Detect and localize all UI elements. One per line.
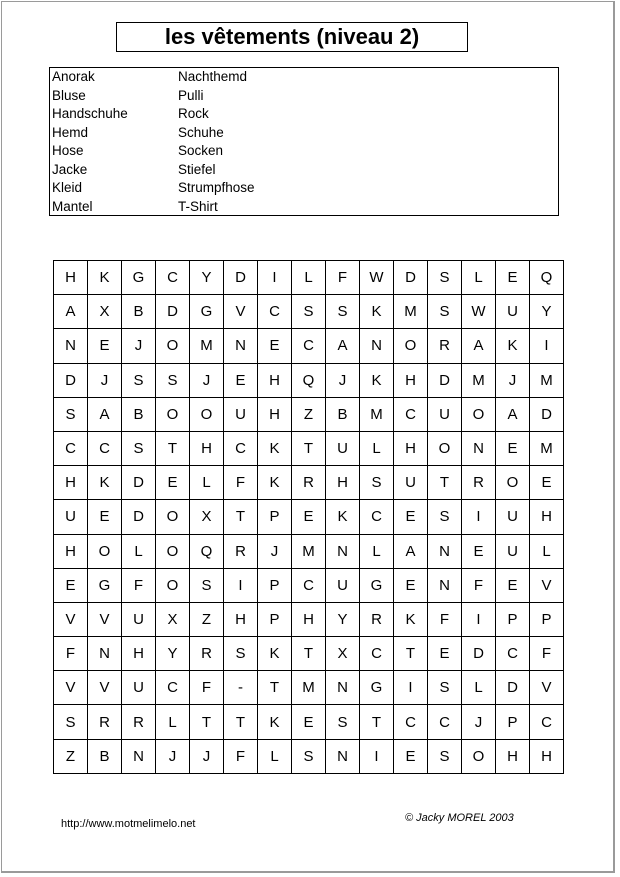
footer-copyright: © Jacky MOREL 2003 xyxy=(405,812,514,824)
grid-cell: V xyxy=(224,295,258,329)
grid-cell: T xyxy=(428,466,462,500)
grid-cell: J xyxy=(156,740,190,774)
grid-cell: R xyxy=(88,705,122,739)
grid-cell: W xyxy=(462,295,496,329)
grid-cell: K xyxy=(360,364,394,398)
grid-cell: F xyxy=(122,569,156,603)
grid-cell: E xyxy=(394,740,428,774)
grid-cell: T xyxy=(394,637,428,671)
grid-cell: G xyxy=(190,295,224,329)
grid-cell: E xyxy=(462,535,496,569)
grid-cell: C xyxy=(530,705,564,739)
grid-cell: K xyxy=(258,466,292,500)
grid-cell: N xyxy=(428,535,462,569)
word-list-item: Stiefel xyxy=(178,161,216,177)
grid-cell: O xyxy=(462,398,496,432)
grid-cell: E xyxy=(224,364,258,398)
grid-cell: S xyxy=(54,705,88,739)
grid-cell: M xyxy=(530,432,564,466)
grid-cell: H xyxy=(530,500,564,534)
grid-cell: N xyxy=(462,432,496,466)
grid-cell: T xyxy=(224,705,258,739)
grid-cell: T xyxy=(224,500,258,534)
grid-cell: L xyxy=(190,466,224,500)
grid-cell: S xyxy=(326,705,360,739)
grid-cell: J xyxy=(190,740,224,774)
grid-cell: C xyxy=(258,295,292,329)
grid-cell: T xyxy=(360,705,394,739)
grid-cell: B xyxy=(122,295,156,329)
grid-cell: J xyxy=(496,364,530,398)
grid-cell: K xyxy=(88,261,122,295)
grid-cell: - xyxy=(224,671,258,705)
grid-cell: E xyxy=(88,500,122,534)
grid-cell: J xyxy=(88,364,122,398)
grid-cell: X xyxy=(190,500,224,534)
grid-cell: T xyxy=(156,432,190,466)
grid-cell: R xyxy=(122,705,156,739)
grid-cell: V xyxy=(530,671,564,705)
word-list-item: Nachthemd xyxy=(178,69,248,84)
grid-cell: S xyxy=(428,740,462,774)
grid-cell: F xyxy=(326,261,360,295)
grid-cell: A xyxy=(54,295,88,329)
grid-cell: B xyxy=(122,398,156,432)
grid-cell: M xyxy=(190,329,224,363)
grid-cell: V xyxy=(530,569,564,603)
grid-cell: X xyxy=(326,637,360,671)
grid-cell: S xyxy=(122,432,156,466)
grid-cell: C xyxy=(394,705,428,739)
word-list-item: Kleid xyxy=(52,180,83,195)
grid-cell: D xyxy=(156,295,190,329)
grid-cell: N xyxy=(54,329,88,363)
grid-cell: G xyxy=(88,569,122,603)
grid-cell: P xyxy=(496,603,530,637)
grid-cell: R xyxy=(462,466,496,500)
grid-cell: I xyxy=(360,740,394,774)
grid-cell: R xyxy=(292,466,326,500)
grid-cell: V xyxy=(54,671,88,705)
grid-cell: M xyxy=(292,535,326,569)
grid-cell: E xyxy=(292,705,326,739)
grid-cell: K xyxy=(88,466,122,500)
grid-cell: D xyxy=(530,398,564,432)
grid-cell: S xyxy=(428,261,462,295)
grid-cell: M xyxy=(360,398,394,432)
grid-cell: N xyxy=(224,329,258,363)
grid-cell: G xyxy=(122,261,156,295)
grid-cell: Y xyxy=(326,603,360,637)
grid-cell: O xyxy=(156,535,190,569)
grid-cell: L xyxy=(462,671,496,705)
grid-cell: O xyxy=(88,535,122,569)
grid-cell: S xyxy=(122,364,156,398)
grid-cell: U xyxy=(122,671,156,705)
grid-cell: F xyxy=(530,637,564,671)
grid-cell: U xyxy=(224,398,258,432)
grid-cell: V xyxy=(88,671,122,705)
grid-cell: S xyxy=(156,364,190,398)
grid-cell: L xyxy=(360,432,394,466)
grid-cell: D xyxy=(428,364,462,398)
word-list xyxy=(49,67,559,216)
grid-cell: H xyxy=(326,466,360,500)
grid-cell: P xyxy=(258,500,292,534)
grid-cell: Z xyxy=(54,740,88,774)
grid-cell: K xyxy=(496,329,530,363)
grid-cell: M xyxy=(292,671,326,705)
word-list-item: Rock xyxy=(178,106,209,121)
word-list-item: Mantel xyxy=(52,198,93,214)
grid-cell: S xyxy=(224,637,258,671)
grid-cell: D xyxy=(462,637,496,671)
grid-cell: N xyxy=(326,671,360,705)
grid-cell: K xyxy=(360,295,394,329)
grid-cell: J xyxy=(122,329,156,363)
grid-cell: M xyxy=(530,364,564,398)
grid-cell: C xyxy=(360,637,394,671)
word-list-item: Pulli xyxy=(178,87,204,103)
grid-cell: E xyxy=(496,261,530,295)
grid-cell: C xyxy=(428,705,462,739)
grid-cell: H xyxy=(394,432,428,466)
grid-cell: A xyxy=(394,535,428,569)
grid-cell: U xyxy=(326,569,360,603)
grid-cell: E xyxy=(394,500,428,534)
word-search-grid xyxy=(53,260,564,774)
grid-cell: S xyxy=(326,295,360,329)
grid-cell: A xyxy=(462,329,496,363)
grid-cell: H xyxy=(258,364,292,398)
grid-cell: H xyxy=(122,637,156,671)
grid-cell: O xyxy=(462,740,496,774)
grid-cell: E xyxy=(496,569,530,603)
grid-cell: C xyxy=(496,637,530,671)
grid-cell: Y xyxy=(190,261,224,295)
grid-cell: C xyxy=(394,398,428,432)
grid-cell: O xyxy=(156,398,190,432)
grid-cell: H xyxy=(258,398,292,432)
grid-cell: U xyxy=(122,603,156,637)
grid-cell: O xyxy=(156,500,190,534)
word-list-item: Bluse xyxy=(52,87,86,103)
grid-cell: O xyxy=(394,329,428,363)
grid-cell: E xyxy=(496,432,530,466)
grid-cell: F xyxy=(428,603,462,637)
grid-cell: C xyxy=(292,329,326,363)
grid-cell: K xyxy=(394,603,428,637)
grid-cell: C xyxy=(292,569,326,603)
grid-cell: H xyxy=(292,603,326,637)
grid-cell: A xyxy=(496,398,530,432)
grid-cell: N xyxy=(360,329,394,363)
grid-cell: H xyxy=(530,740,564,774)
grid-cell: U xyxy=(496,535,530,569)
grid-cell: L xyxy=(530,535,564,569)
footer-url[interactable]: http://www.motmelimelo.net xyxy=(61,818,196,830)
grid-cell: Y xyxy=(530,295,564,329)
grid-cell: M xyxy=(462,364,496,398)
grid-cell: C xyxy=(156,261,190,295)
grid-cell: P xyxy=(258,603,292,637)
grid-cell: H xyxy=(54,535,88,569)
grid-cell: K xyxy=(258,705,292,739)
grid-cell: O xyxy=(428,432,462,466)
grid-cell: Q xyxy=(190,535,224,569)
grid-cell: S xyxy=(428,295,462,329)
grid-cell: T xyxy=(190,705,224,739)
grid-cell: B xyxy=(88,740,122,774)
grid-cell: S xyxy=(190,569,224,603)
grid-cell: T xyxy=(292,637,326,671)
grid-cell: Q xyxy=(530,261,564,295)
grid-cell: Q xyxy=(292,364,326,398)
grid-cell: S xyxy=(292,295,326,329)
grid-cell: O xyxy=(496,466,530,500)
grid-cell: E xyxy=(428,637,462,671)
grid-cell: I xyxy=(224,569,258,603)
grid-cell: F xyxy=(462,569,496,603)
grid-cell: U xyxy=(54,500,88,534)
word-list-item: Hemd xyxy=(52,124,89,140)
grid-cell: S xyxy=(360,466,394,500)
grid-cell: P xyxy=(496,705,530,739)
grid-cell: A xyxy=(326,329,360,363)
grid-cell: R xyxy=(190,637,224,671)
grid-cell: A xyxy=(88,398,122,432)
grid-cell: S xyxy=(428,671,462,705)
grid-cell: F xyxy=(224,740,258,774)
grid-cell: C xyxy=(224,432,258,466)
grid-cell: E xyxy=(394,569,428,603)
grid-cell: C xyxy=(54,432,88,466)
page-title: les vêtements (niveau 2) xyxy=(116,22,468,52)
word-list-item: Schuhe xyxy=(178,124,224,140)
grid-cell: O xyxy=(190,398,224,432)
grid-cell: P xyxy=(258,569,292,603)
grid-cell: D xyxy=(54,364,88,398)
grid-cell: F xyxy=(224,466,258,500)
grid-cell: J xyxy=(190,364,224,398)
grid-cell: K xyxy=(258,432,292,466)
grid-cell: U xyxy=(326,432,360,466)
grid-cell: U xyxy=(496,500,530,534)
word-list-item: Anorak xyxy=(52,69,95,84)
grid-cell: U xyxy=(394,466,428,500)
grid-cell: U xyxy=(428,398,462,432)
grid-cell: C xyxy=(156,671,190,705)
word-list-item: Socken xyxy=(178,143,224,158)
grid-cell: N xyxy=(428,569,462,603)
grid-cell: O xyxy=(156,569,190,603)
grid-cell: E xyxy=(88,329,122,363)
grid-cell: H xyxy=(190,432,224,466)
grid-cell: X xyxy=(156,603,190,637)
grid-cell: N xyxy=(88,637,122,671)
grid-cell: T xyxy=(292,432,326,466)
grid-cell: J xyxy=(258,535,292,569)
grid-cell: C xyxy=(360,500,394,534)
grid-cell: L xyxy=(258,740,292,774)
grid-cell: H xyxy=(496,740,530,774)
word-list-right-column xyxy=(178,68,255,216)
grid-cell: V xyxy=(54,603,88,637)
grid-cell: J xyxy=(462,705,496,739)
grid-cell: S xyxy=(292,740,326,774)
grid-cell: B xyxy=(326,398,360,432)
grid-cell: I xyxy=(462,500,496,534)
grid-cell: E xyxy=(530,466,564,500)
grid-cell: V xyxy=(88,603,122,637)
grid-cell: S xyxy=(428,500,462,534)
grid-cell: L xyxy=(462,261,496,295)
grid-cell: K xyxy=(326,500,360,534)
word-list-item: Jacke xyxy=(52,161,88,177)
grid-cell: F xyxy=(190,671,224,705)
grid-cell: C xyxy=(88,432,122,466)
grid-cell: F xyxy=(54,637,88,671)
grid-cell: S xyxy=(54,398,88,432)
grid-cell: T xyxy=(258,671,292,705)
grid-cell: G xyxy=(360,569,394,603)
grid-cell: E xyxy=(258,329,292,363)
grid-cell: K xyxy=(258,637,292,671)
grid-cell: D xyxy=(394,261,428,295)
grid-cell: N xyxy=(326,535,360,569)
grid-cell: H xyxy=(224,603,258,637)
grid-cell: I xyxy=(258,261,292,295)
grid-cell: D xyxy=(224,261,258,295)
grid-cell: E xyxy=(54,569,88,603)
grid-cell: H xyxy=(54,466,88,500)
grid-cell: L xyxy=(122,535,156,569)
grid-cell: Y xyxy=(156,637,190,671)
grid-cell: D xyxy=(496,671,530,705)
word-list-left-column xyxy=(52,68,128,216)
grid-cell: Z xyxy=(292,398,326,432)
grid-cell: Z xyxy=(190,603,224,637)
grid-cell: D xyxy=(122,466,156,500)
grid-cell: N xyxy=(326,740,360,774)
word-list-item: Handschuhe xyxy=(52,106,128,121)
grid-cell: J xyxy=(326,364,360,398)
grid-cell: H xyxy=(394,364,428,398)
grid-cell: I xyxy=(530,329,564,363)
grid-cell: X xyxy=(88,295,122,329)
grid-cell: U xyxy=(496,295,530,329)
grid-cell: N xyxy=(122,740,156,774)
grid-cell: E xyxy=(292,500,326,534)
grid-cell: G xyxy=(360,671,394,705)
grid-cell: H xyxy=(54,261,88,295)
grid-cell: I xyxy=(462,603,496,637)
grid-cell: L xyxy=(292,261,326,295)
grid-cell: I xyxy=(394,671,428,705)
word-list-item: T-Shirt xyxy=(178,198,218,214)
grid-cell: R xyxy=(360,603,394,637)
grid-cell: D xyxy=(122,500,156,534)
word-list-item: Hose xyxy=(52,143,84,158)
grid-cell: M xyxy=(394,295,428,329)
grid-cell: L xyxy=(360,535,394,569)
grid-cell: W xyxy=(360,261,394,295)
grid-cell: R xyxy=(224,535,258,569)
grid-cell: O xyxy=(156,329,190,363)
word-list-item: Strumpfhose xyxy=(178,180,255,195)
grid-cell: R xyxy=(428,329,462,363)
grid-cell: L xyxy=(156,705,190,739)
grid-cell: P xyxy=(530,603,564,637)
grid-cell: E xyxy=(156,466,190,500)
